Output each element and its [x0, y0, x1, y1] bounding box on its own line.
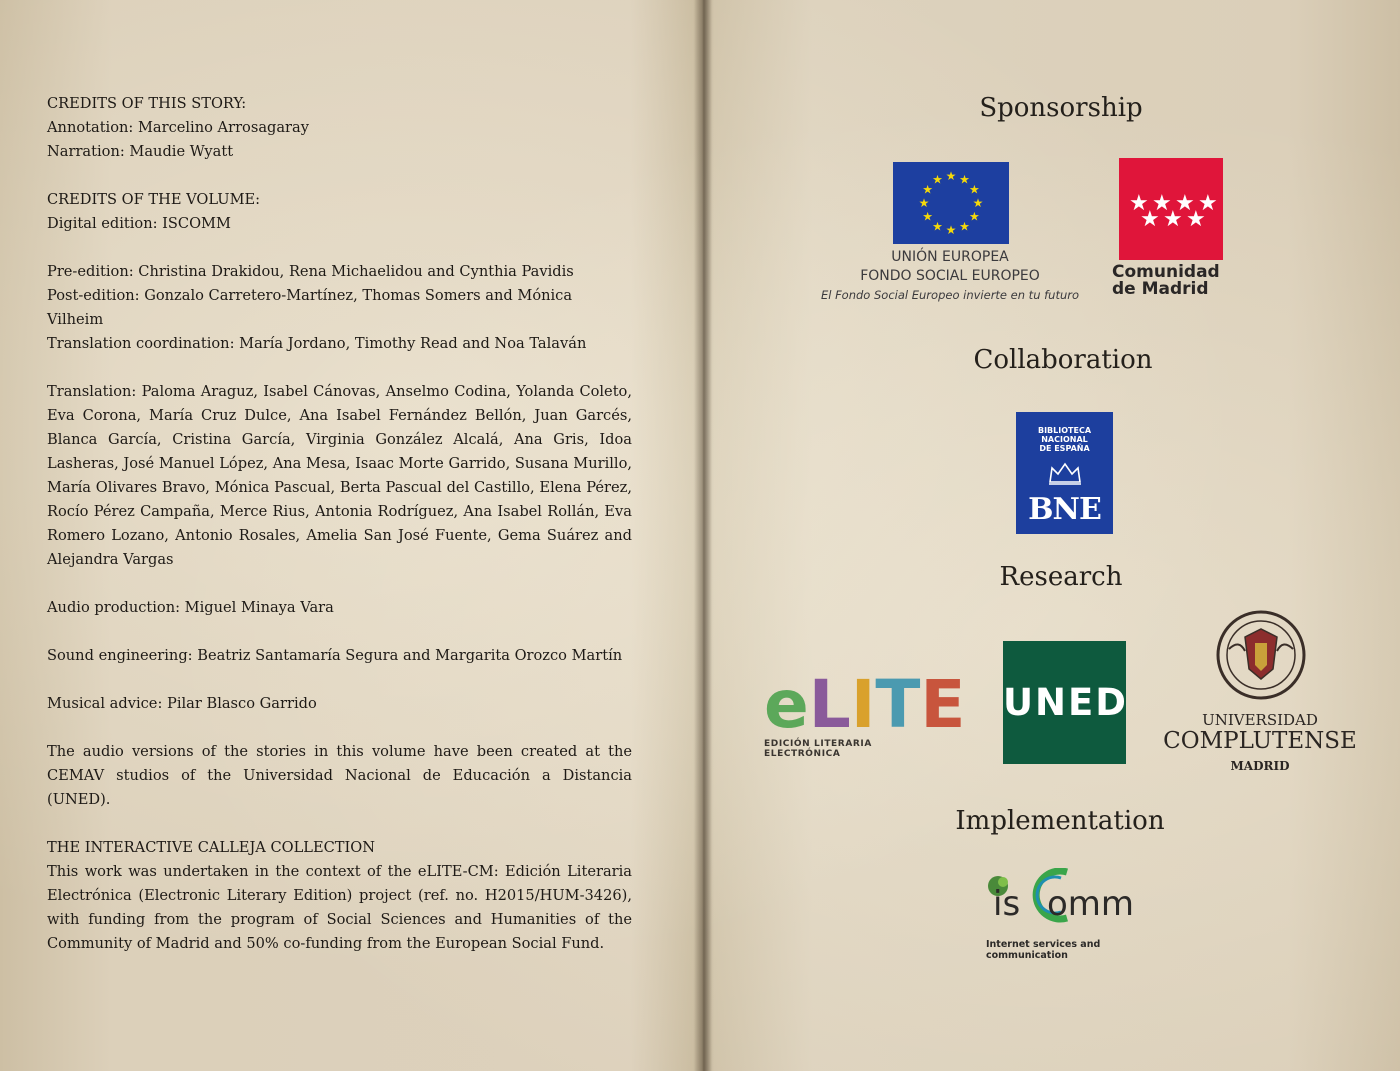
svg-text:★: ★: [1186, 207, 1206, 232]
sound-engineering-credit: Sound engineering: Beatriz Santamaría Segura and Margarita Orozco Martín: [47, 647, 623, 664]
eu-stars-icon: [893, 162, 1009, 244]
eu-star: ★: [932, 172, 943, 187]
eu-star: ★: [932, 219, 943, 234]
collaboration-heading: Collaboration: [973, 345, 1153, 375]
book-spine: [694, 0, 712, 1071]
audio-production-credit: Audio production: Miguel Minaya Vara: [47, 599, 334, 616]
collection-heading: THE INTERACTIVE CALLEJA COLLECTION: [47, 839, 376, 856]
svg-text:★: ★: [1129, 191, 1149, 216]
pre-edition-credit: Pre-edition: Christina Drakidou, Rena Michaelidou and Cynthia Pavidis: [47, 263, 574, 280]
complutense-seal-icon: [1215, 609, 1307, 701]
translation-credit: Translation: Paloma Araguz, Isabel Cánovas, Anselmo Codina, Yolanda Coleto, Eva Corona, María Cruz Dulce, Ana Isabel Fernández Bellón, Juan Garcés, Blanca García, Cristina García, Virginia González Alcalá, Ana Gris, Idoa Lasheras, José Manuel López, Ana Mesa, Isaac Morte Garrido, Susana Murillo, María Olivares Bravo, Mónica Pascual, Berta Pascual del Castillo, Elena Pérez, Rocío Pérez Campaña, Merce Rius, Antonia Rodríguez, Ana Isabel Rollán, Eva Romero Lozano, Antonio Rosales, Amelia San José Fuente, Gema Suárez and Alejandra Vargas: [47, 383, 632, 568]
eu-star: ★: [918, 196, 930, 210]
iscomm-subtitle: Internet services and communication: [986, 939, 1101, 961]
audio-versions-note: The audio versions of the stories in this volume have been created at the CEMAV studios of the Universidad Nacional de Educación a Distancia (UNED).: [47, 743, 632, 808]
bne-logo: [1016, 412, 1113, 534]
bne-line-3: DE ESPAÑA: [1039, 444, 1090, 453]
eu-star: ★: [922, 182, 933, 197]
complutense-line-2: COMPLUTENSE: [1163, 728, 1357, 754]
annotation-credit: Annotation: Marcelino Arrosagaray: [47, 119, 309, 136]
collection-text: This work was undertaken in the context of the eLITE-CM: Edición Literaria Electrónica (Electronic Literary Edition) project (ref. no. H2015/HUM-3426), with funding from the program of Social Sciences and Humanities of the Community of Madrid and 50% co-funding from the European Social Fund.: [47, 863, 632, 952]
elite-subtitle: EDICIÓN LITERARIA ELECTRÓNICA: [764, 739, 872, 759]
post-edition-credit: Post-edition: Gonzalo Carretero-Martínez, Thomas Somers and Mónica Vilheim: [47, 287, 573, 328]
eu-star: ★: [959, 219, 970, 234]
svg-text:is: is: [993, 884, 1021, 924]
eu-star: ★: [945, 169, 957, 183]
complutense-line-3: MADRID: [1230, 759, 1290, 773]
eu-star: ★: [922, 209, 933, 224]
musical-advice-credit: Musical advice: Pilar Blasco Garrido: [47, 695, 317, 712]
eu-flag-logo: [893, 162, 1009, 244]
crown-icon: [1046, 458, 1084, 486]
elite-logo: eLITE: [764, 666, 966, 743]
digital-edition-credit: Digital edition: ISCOMM: [47, 215, 231, 232]
svg-text:omm: omm: [1047, 884, 1135, 924]
bne-acronym: BNE: [1028, 492, 1101, 527]
eu-line-3: El Fondo Social Europeo invierte en tu futuro: [820, 288, 1080, 302]
bne-line-1: BIBLIOTECA: [1037, 426, 1092, 435]
madrid-line-2: de Madrid: [1112, 279, 1209, 299]
eu-star: ★: [969, 182, 980, 197]
complutense-line-1: UNIVERSIDAD: [1202, 711, 1318, 729]
eu-star: ★: [969, 209, 980, 224]
translation-coordination-credit: Translation coordination: María Jordano, Timothy Read and Noa Talaván: [47, 335, 587, 352]
bne-line-2: NACIONAL: [1041, 435, 1088, 444]
narration-credit: Narration: Maudie Wyatt: [47, 143, 234, 160]
madrid-line-1: Comunidad: [1112, 262, 1220, 282]
research-heading: Research: [999, 562, 1123, 592]
svg-text:★: ★: [1152, 191, 1172, 216]
eu-star: ★: [972, 196, 984, 210]
implementation-heading: Implementation: [955, 806, 1165, 836]
svg-text:★: ★: [1198, 191, 1218, 216]
credits-page: [47, 92, 632, 980]
eu-star: ★: [945, 223, 957, 237]
madrid-stars-icon: [1119, 158, 1223, 260]
uned-logo: UNED: [1003, 641, 1126, 764]
comunidad-madrid-name: [1112, 264, 1232, 298]
svg-text:★: ★: [1140, 207, 1160, 232]
eu-line-2: FONDO SOCIAL EUROPEO: [860, 268, 1040, 284]
svg-text:★: ★: [1163, 207, 1183, 232]
volume-credits-heading: CREDITS OF THE VOLUME:: [47, 191, 261, 208]
sponsorship-heading: Sponsorship: [979, 93, 1143, 123]
eu-star: ★: [959, 172, 970, 187]
comunidad-madrid-logo: [1119, 158, 1223, 260]
story-credits-heading: CREDITS OF THIS STORY:: [47, 95, 247, 112]
eu-line-1: UNIÓN EUROPEA: [891, 249, 1009, 265]
iscomm-logo: [985, 868, 1165, 948]
svg-text:★: ★: [1175, 191, 1195, 216]
